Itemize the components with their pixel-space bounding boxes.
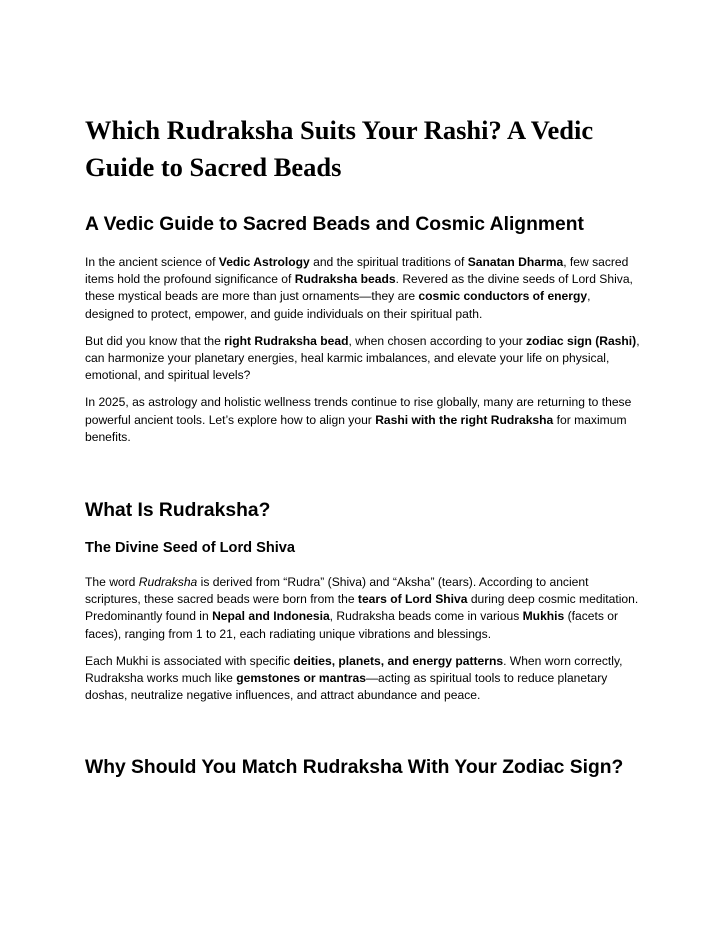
bold-text-right-rudraksha: right Rudraksha bead xyxy=(224,333,349,348)
text-run: . Revered as the divine seeds of Lord Shiva, these mystical beads are more than just ornaments—they are xyxy=(85,272,633,304)
text-run: , few sacred items hold the profound significance of xyxy=(85,255,629,287)
what-paragraph-1 xyxy=(85,574,640,643)
text-run: The word xyxy=(85,575,139,590)
bold-text-tears-of-shiva: tears of Lord Shiva xyxy=(357,592,468,607)
intro-paragraph-1 xyxy=(85,254,640,323)
bold-text-rudraksha-beads: Rudraksha beads xyxy=(294,272,396,287)
intro-paragraph-3 xyxy=(85,394,640,446)
bold-text-mukhis: Mukhis xyxy=(522,609,565,624)
text-run: (facets or faces), ranging from 1 to 21, each radiating unique vibrations and blessings. xyxy=(85,609,619,641)
text-run: , when chosen according to your xyxy=(348,333,526,348)
text-run: is derived from “Rudra” (Shiva) and “Aksha” (tears). According to ancient scriptures, these sacred beads were born from the xyxy=(85,575,589,607)
text-run: Each Mukhi is associated with specific xyxy=(85,653,294,668)
intro-paragraph-2 xyxy=(85,333,640,385)
text-run: But did you know that the xyxy=(85,333,225,348)
bold-text-deities-planets: deities, planets, and energy patterns xyxy=(293,653,504,668)
document-page xyxy=(85,112,640,782)
bold-text-gemstones-mantras: gemstones or mantras xyxy=(236,671,366,686)
text-run: In the ancient science of xyxy=(85,255,219,269)
bold-text-nepal-indonesia: Nepal and Indonesia xyxy=(212,609,330,624)
bold-text-sanatan-dharma: Sanatan Dharma xyxy=(467,255,564,269)
text-run: and the spiritual traditions of xyxy=(309,255,468,269)
bold-text-zodiac-sign: zodiac sign (Rashi) xyxy=(525,333,637,348)
subheading-divine-seed: The Divine Seed of Lord Shiva xyxy=(85,540,296,557)
what-paragraph-2 xyxy=(85,653,640,705)
text-run: In 2025, as astrology and holistic wellness trends continue to rise globally, many are returning to these powerful ancient tools. Let’s explore how to align your xyxy=(85,395,632,427)
page-title: Which Rudraksha Suits Your Rashi? A Vedic Guide to Sacred Beads xyxy=(85,115,594,182)
text-run: during deep cosmic meditation. Predominantly found in xyxy=(85,592,639,624)
section-heading-vedic-guide: A Vedic Guide to Sacred Beads and Cosmic Alignment xyxy=(85,214,584,235)
italic-text-rudraksha: Rudraksha xyxy=(138,575,198,590)
bold-text-cosmic-conductors: cosmic conductors of energy xyxy=(418,289,588,304)
bold-text-vedic-astrology: Vedic Astrology xyxy=(218,255,310,269)
section-heading-what-is-rudraksha: What Is Rudraksha? xyxy=(85,500,271,522)
text-run: , designed to protect, empower, and guide individuals on their spiritual path. xyxy=(85,289,591,321)
text-run: , Rudraksha beads come in various xyxy=(329,609,523,624)
text-run: for maximum benefits. xyxy=(85,412,627,444)
section-heading-why-match: Why Should You Match Rudraksha With Your Zodiac Sign? xyxy=(85,757,624,779)
text-run: . When worn correctly, Rudraksha works much like xyxy=(85,653,623,686)
bold-text-rashi-right-rudraksha: Rashi with the right Rudraksha xyxy=(375,412,554,427)
text-run: —acting as spiritual tools to reduce planetary doshas, neutralize negative influences, and attract abundance and peace. xyxy=(85,671,608,703)
text-run: , can harmonize your planetary energies, heal karmic imbalances, and elevate your life on physical, emotional, and spiritual levels? xyxy=(85,333,640,383)
